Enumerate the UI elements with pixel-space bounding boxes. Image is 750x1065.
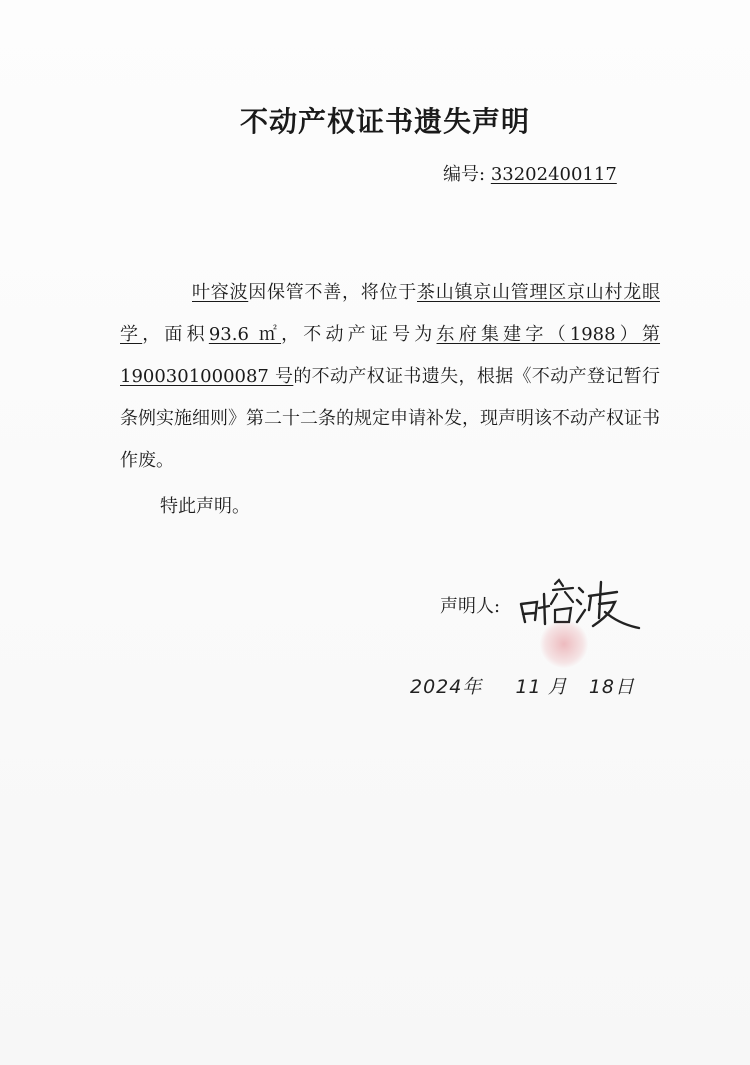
statement-body xyxy=(120,272,660,528)
statement-paragraph xyxy=(120,272,660,482)
property-location: 茶山镇京山管理区京山村龙眼学 xyxy=(120,282,660,345)
statement-text-2: ，面积 xyxy=(142,324,209,345)
handwritten-signature xyxy=(515,574,645,634)
date-year-unit: 年 xyxy=(462,676,482,698)
declarant-label: 声明人: xyxy=(440,596,501,617)
date-day-unit: 日 xyxy=(615,676,635,698)
statement-text-1: 因保管不善，将位于 xyxy=(248,282,417,303)
statement-text-3: ，不动产证号为 xyxy=(281,324,437,345)
document-number-label: 编号: xyxy=(443,164,486,185)
document-title: 不动产权证书遗失声明 xyxy=(239,105,530,138)
certificate-number: 东府集建字（1988）第 1900301000087 号 xyxy=(120,324,661,387)
property-area: 93.6 ㎡ xyxy=(208,324,282,345)
owner-name: 叶容波 xyxy=(192,282,249,303)
document-number-value: 33202400117 xyxy=(490,164,617,185)
date-month: 11 xyxy=(515,676,542,698)
declaration-date xyxy=(410,672,634,699)
statement-text-4: 的不动产权证书遗失，根据《不动产登记暂行条例实施细则》第二十二条的规定申请补发，现声明该不动产权证书作废。 xyxy=(120,366,660,471)
date-day: 18 xyxy=(588,676,615,698)
closing-line: 特此声明。 xyxy=(160,496,250,517)
date-month-unit: 月 xyxy=(547,676,567,698)
date-year: 2024 xyxy=(410,676,463,698)
document-number xyxy=(443,160,617,186)
red-fingerprint-seal xyxy=(540,620,588,668)
